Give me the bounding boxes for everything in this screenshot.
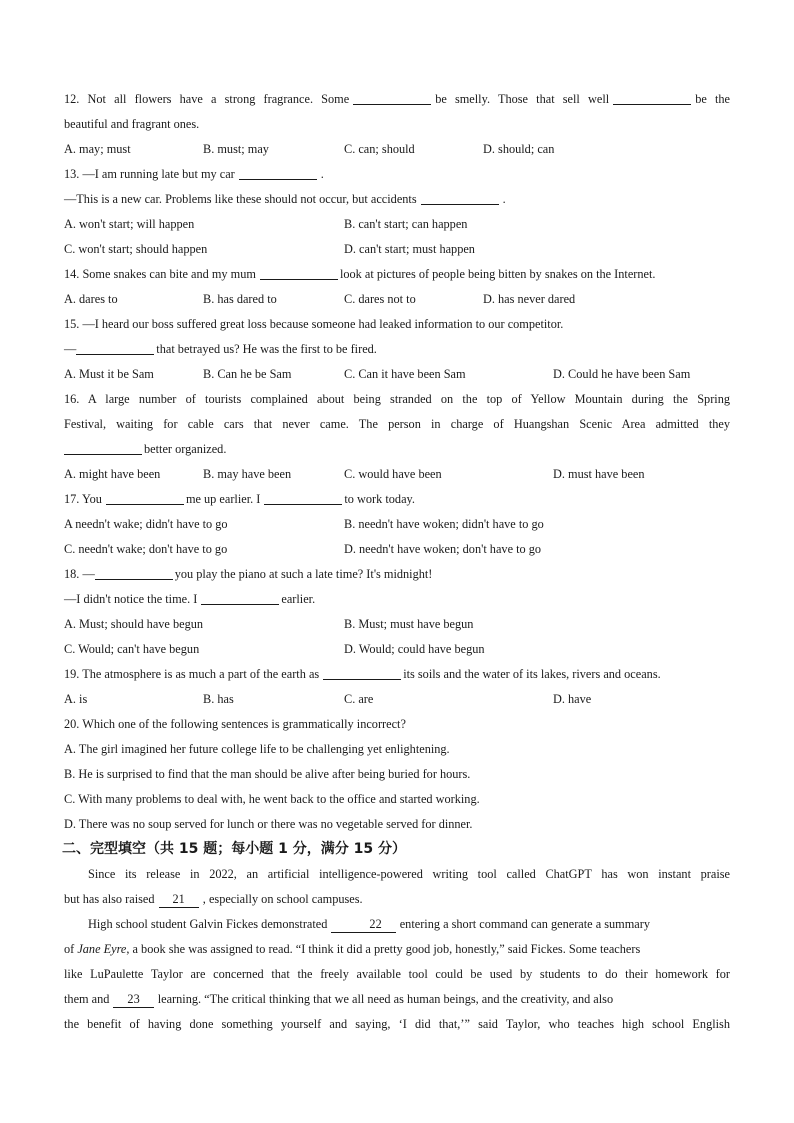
answer-blank[interactable] — [264, 489, 342, 505]
answer-blank[interactable] — [106, 489, 184, 505]
option-b[interactable]: B. has dared to — [203, 292, 277, 306]
option-a[interactable]: A. Must; should have begun — [64, 617, 204, 631]
option-c[interactable]: C. needn't wake; don't have to go — [64, 542, 228, 556]
option-d[interactable]: D. There was no soup served for lunch or there was no vegetable served for dinner. — [64, 817, 473, 831]
question-18-stem: 18. — you play the piano at such a late time? It's midnight! — [64, 562, 730, 587]
option-a[interactable]: A. The girl imagined her future college life to be challenging yet enlightening. — [64, 742, 450, 756]
answer-blank[interactable] — [64, 439, 142, 455]
question-19-options — [64, 687, 730, 712]
answer-blank[interactable] — [201, 589, 279, 605]
option-b[interactable]: B. can't start; can happen — [344, 217, 468, 231]
option-c[interactable]: C. are — [344, 692, 374, 706]
cloze-blank-21[interactable]: 21 — [159, 892, 199, 908]
passage-line: Since its release in 2022, an artificial intelligence-powered writing tool called ChatGPT has won instant praise — [88, 867, 730, 881]
option-a[interactable]: A. might have been — [64, 467, 161, 481]
option-d[interactable]: D. has never dared — [483, 292, 576, 306]
question-12-stem: 12. Not all flowers have a strong fragrance. Some be smelly. Those that sell well be the — [64, 87, 730, 112]
answer-blank[interactable] — [353, 89, 431, 105]
question-17-options-row1 — [64, 512, 730, 537]
option-d[interactable]: D. have — [553, 692, 592, 706]
question-13-stem: 13. —I am running late but my car . — [64, 162, 730, 187]
question-12-stem-cont: beautiful and fragrant ones. — [64, 117, 200, 131]
answer-blank[interactable] — [76, 339, 154, 355]
question-18-options-row2 — [64, 637, 730, 662]
passage-line: the benefit of having done something yourself and saying, ‘I did that,’” said Taylor, who teaches high school English — [64, 1017, 730, 1031]
option-b[interactable]: B. needn't have woken; didn't have to go — [344, 517, 544, 531]
option-d[interactable]: D. can't start; must happen — [344, 242, 475, 256]
option-b[interactable]: B. may have been — [203, 467, 292, 481]
answer-blank[interactable] — [613, 89, 691, 105]
question-17-options-row2 — [64, 537, 730, 562]
exam-page — [64, 87, 730, 1037]
option-a[interactable]: A needn't wake; didn't have to go — [64, 517, 228, 531]
passage-line: them and 23 learning. “The critical thinking that we all need as human beings, and the creativity, and also — [64, 992, 614, 1006]
question-16-stem-end: better organized. — [64, 437, 730, 462]
option-c[interactable]: C. dares not to — [344, 292, 416, 306]
answer-blank[interactable] — [260, 264, 338, 280]
option-b[interactable]: B. Can he be Sam — [203, 367, 292, 381]
question-15-stem: 15. —I heard our boss suffered great loss because someone had leaked information to our competitor. — [64, 317, 564, 331]
question-20-stem: 20. Which one of the following sentences is grammatically incorrect? — [64, 717, 406, 731]
question-19-stem: 19. The atmosphere is as much a part of the earth as its soils and the water of its lakes, rivers and oceans. — [64, 662, 730, 687]
option-d[interactable]: D. Would; could have begun — [344, 642, 485, 656]
option-a[interactable]: A. is — [64, 692, 88, 706]
option-d[interactable]: D. needn't have woken; don't have to go — [344, 542, 542, 556]
option-d[interactable]: D. should; can — [483, 142, 555, 156]
answer-blank[interactable] — [95, 564, 173, 580]
section-title: 二、完型填空（共 15 题；每小题 1 分，满分 15 分） — [62, 841, 406, 857]
book-title: Jane Eyre — [77, 942, 127, 956]
option-d[interactable]: D. must have been — [553, 467, 645, 481]
cloze-blank-22[interactable]: 22 — [331, 917, 395, 933]
question-12-options — [64, 137, 730, 162]
option-b[interactable]: B. Must; must have begun — [344, 617, 474, 631]
question-13-options-row1 — [64, 212, 730, 237]
option-b[interactable]: B. has — [203, 692, 234, 706]
answer-blank[interactable] — [239, 164, 317, 180]
option-c[interactable]: C. would have been — [344, 467, 442, 481]
option-a[interactable]: A. won't start; will happen — [64, 217, 195, 231]
option-b[interactable]: B. He is surprised to find that the man should be alive after being buried for hours. — [64, 767, 471, 781]
question-13-stem-cont: —This is a new car. Problems like these should not occur, but accidents . — [64, 187, 730, 212]
answer-blank[interactable] — [421, 189, 499, 205]
option-c[interactable]: C. Would; can't have begun — [64, 642, 200, 656]
question-16-stem: 16. A large number of tourists complained about being stranded on the top of Yellow Mountain during the Spring — [64, 392, 730, 406]
passage-line: of Jane Eyre, a book she was assigned to read. “I think it did a pretty good job, honestly,” said Fickes. Some teachers — [64, 942, 641, 956]
option-d[interactable]: D. Could he have been Sam — [553, 367, 691, 381]
option-c[interactable]: C. With many problems to deal with, he went back to the office and started working. — [64, 792, 480, 806]
question-14-options — [64, 287, 730, 312]
question-14-stem: 14. Some snakes can bite and my mum look at pictures of people being bitten by snakes on the Internet. — [64, 262, 730, 287]
option-c[interactable]: C. won't start; should happen — [64, 242, 208, 256]
option-c[interactable]: C. Can it have been Sam — [344, 367, 466, 381]
option-a[interactable]: A. Must it be Sam — [64, 367, 154, 381]
question-16-stem-cont: Festival, waiting for cable cars that never came. The person in charge of Huangshan Scenic Area admitted they — [64, 417, 730, 431]
question-18-options-row1 — [64, 612, 730, 637]
passage-line: like LuPaulette Taylor are concerned that the freely available tool could be used by students to do their homework for — [64, 967, 730, 981]
option-a[interactable]: A. may; must — [64, 142, 131, 156]
answer-blank[interactable] — [323, 664, 401, 680]
question-15-stem-cont: — that betrayed us? He was the first to be fired. — [64, 337, 730, 362]
option-c[interactable]: C. can; should — [344, 142, 415, 156]
cloze-blank-23[interactable]: 23 — [113, 992, 153, 1008]
question-13-options-row2 — [64, 237, 730, 262]
question-15-options — [64, 362, 730, 387]
option-a[interactable]: A. dares to — [64, 292, 118, 306]
option-b[interactable]: B. must; may — [203, 142, 269, 156]
passage-line: High school student Galvin Fickes demonstrated 22 entering a short command can generate a summary — [88, 917, 650, 931]
question-16-options — [64, 462, 730, 487]
question-18-stem-cont: —I didn't notice the time. I earlier. — [64, 587, 730, 612]
passage-line: but has also raised 21 , especially on school campuses. — [64, 892, 363, 906]
question-17-stem: 17. You me up earlier. I to work today. — [64, 487, 730, 512]
